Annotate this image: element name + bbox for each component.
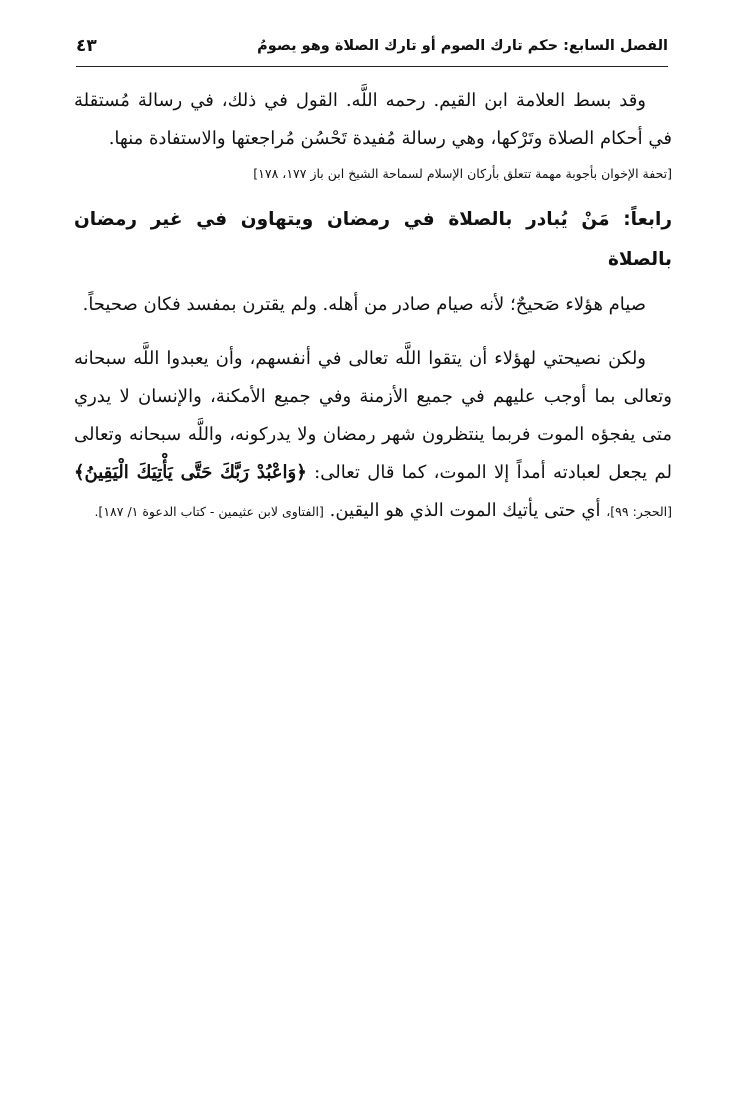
quran-verse: ﴿وَاعْبُدْ رَبَّكَ حَتَّى يَأْتِيَكَ الْيَقِينُ﴾ xyxy=(74,462,307,483)
paragraph-text: صيام هؤلاء صَحيحٌ؛ لأنه صيام صادر من أهله. ولم يقترن بمفسد فكان صحيحاً. xyxy=(82,294,646,315)
header-divider xyxy=(76,66,668,67)
page-number: ٤٣ xyxy=(76,36,97,56)
paragraph-fasting-valid xyxy=(74,286,672,324)
paragraph-ibn-qayyim xyxy=(74,82,672,190)
page-body xyxy=(74,82,672,531)
paragraph-text: ولكن نصيحتي لهؤلاء أن يتقوا اللَّه تعالى في أنفسهم، وأن يعبدوا اللَّه سبحانه وتعالى بما أوجب عليهم في جميع الأزمنة وفي جميع الأمكنة، والإنسان لا يدري متى يفجؤه الموت فربما ينتظرون شهر رمضان ولا يدركونه، واللَّه سبحانه وتعالى لم يجعل لعبادته أمداً إلا الموت، كما قال تعالى: xyxy=(74,348,672,483)
paragraph-text: وقد بسط العلامة ابن القيم. رحمه اللَّه. القول في ذلك، في رسالة مُستقلة في أحكام الصلاة وتَرْكها، وهي رسالة مُفيدة تَحْسُن مُراجعتها والاستفادة منها. xyxy=(74,90,672,149)
running-header xyxy=(76,30,668,62)
source-reference: [الفتاوى لابن عثيمين - كتاب الدعوة ١/ ١٨٧]. xyxy=(94,504,324,519)
chapter-title: الفصل السابع: حكم تارك الصوم أو تارك الصلاة وهو يصومُ xyxy=(257,38,668,54)
paragraph-gap xyxy=(74,324,672,340)
verse-reference: [الحجر: ٩٩]، xyxy=(606,504,672,519)
paragraph-text-end: أي حتى يأتيك الموت الذي هو اليقين. xyxy=(329,500,601,521)
section-heading: رابعاً: مَنْ يُبادر بالصلاة في رمضان ويتهاون في غير رمضان بالصلاة xyxy=(74,209,672,270)
paragraph-advice xyxy=(74,340,672,531)
source-reference: [تحفة الإخوان بأجوبة مهمة تتعلق بأركان الإسلام لسماحة الشيخ ابن باز ١٧٧، ١٧٨] xyxy=(253,166,672,181)
